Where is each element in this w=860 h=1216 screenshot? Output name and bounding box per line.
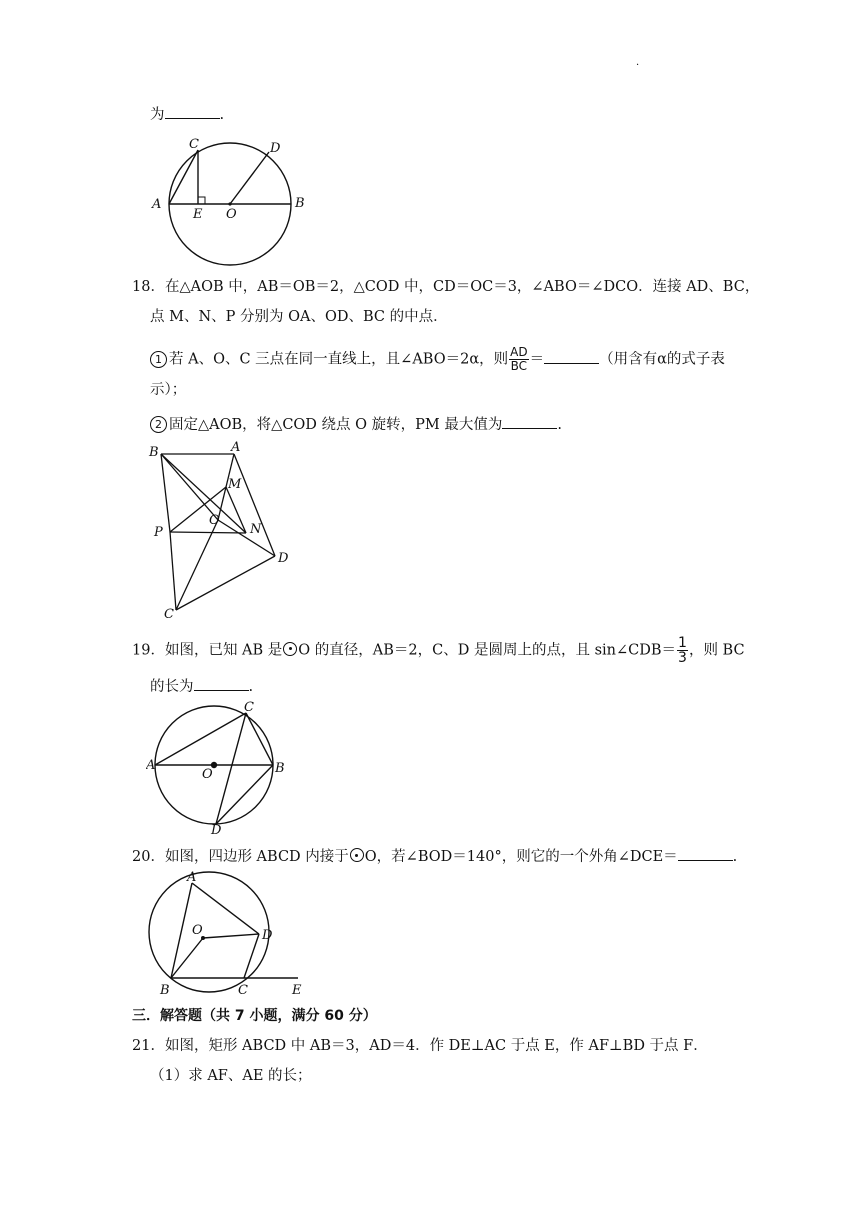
fig20-circle [149,872,269,992]
q18-part2-text: 固定△AOB，将△COD 绕点 O 旋转，PM 最大值为 [169,417,503,433]
fig17-center-dot [228,202,231,205]
q18-part1-tail: （用含有α的式子表 [599,351,725,368]
q18-part2-number: 2 [150,416,167,433]
q18-frac-den: BC [510,359,528,373]
fig18-OC [176,520,218,610]
fig20-AB [171,883,192,978]
q19-line2-text: 的长为 [150,679,194,695]
fig17-label-B: B [295,196,305,211]
q18-part1-answer-blank[interactable] [544,349,599,364]
figure-18 [146,440,296,620]
fig17-chord-AC [169,150,198,204]
fig18-label-N: N [250,522,262,537]
fig18-PN [170,532,246,533]
fig18-label-M: M [228,477,242,492]
q18-part1-eq: ＝ [529,351,545,368]
q19-line1-c: ，则 BC [688,642,745,659]
q19-line2 [150,676,253,697]
fig20-OD [203,934,259,938]
fig20-DC [244,934,259,978]
fig18-label-O: O [209,513,220,528]
fig18-label-B: B [149,445,159,460]
fig19-AC [155,713,246,765]
fig18-MN [226,487,246,533]
q18-line1: 18．在△AOB 中，AB＝OB＝2，△COD 中，CD＝OC＝3，∠ABO＝∠DCO．连接 AD、BC， [132,279,760,295]
fig18-PC [170,532,176,610]
fig20-label-A: A [187,870,197,885]
q17-answer-blank[interactable] [165,104,220,119]
q18-fraction [509,346,528,373]
fig18-BN [161,454,246,533]
fig17-label-C: C [189,137,199,152]
fig17-label-D: D [270,141,281,156]
fig20-label-O: O [192,923,203,938]
q19-line1-b: O 的直径，AB＝2，C、D 是圆周上的点，且 sin∠CDB＝ [298,642,677,659]
fig17-label-A: A [152,197,162,212]
q21-part1: （1）求 AF、AE 的长； [150,1068,312,1084]
fig20-label-E: E [292,983,302,998]
fig19-label-B: B [275,761,285,776]
fig19-label-C: C [244,700,254,715]
fig19-label-O: O [202,767,213,782]
fig18-BO [161,454,218,520]
q19-tail: . [248,679,254,695]
q18-part1 [150,346,725,373]
fig19-CB [246,713,273,765]
q19-answer-blank[interactable] [194,676,249,691]
q21-line1: 21．如图，矩形 ABCD 中 AB＝3，AD＝4．作 DE⊥AC 于点 E，作 AF⊥BD 于点 F． [132,1038,708,1054]
q18-part1-text: 若 A、O、C 三点在同一直线上，且∠ABO＝2α，则 [169,351,509,368]
fig17-label-E: E [193,207,203,222]
fig19-label-A: A [146,758,156,773]
fig18-label-P: P [154,525,163,540]
q19-fraction [677,636,688,665]
q19-line1-a: 19．如图，已知 AB 是 [132,642,283,659]
q20-text-a: 20．如图，四边形 ABCD 内接于 [132,849,349,865]
fig17-right-angle-mark [198,197,205,204]
q18-frac-num: AD [510,345,528,359]
q18-part1-number: 1 [150,351,167,368]
fig19-CD [216,713,246,824]
q20-tail: . [732,849,738,865]
q18-part2-tail: . [557,417,562,433]
fig18-OD [218,520,275,556]
section-3-heading: 三．解答题（共 7 小题，满分 60 分） [132,1008,377,1024]
fig18-label-C: C [164,607,174,620]
circle-dot-icon [350,848,364,862]
fig18-label-D: D [278,551,289,566]
fig18-CD [176,556,275,610]
q20-answer-blank[interactable] [678,846,733,861]
fig18-label-A: A [231,440,241,455]
header-mark: · [636,60,640,71]
figure-20 [146,870,312,998]
fig20-label-D: D [262,928,273,943]
q19-line1 [132,636,745,665]
fig19-label-D: D [211,823,222,836]
q18-part1-line2: 示）； [150,382,187,398]
fig20-label-C: C [238,983,248,998]
q17-prefix: 为 [150,107,165,123]
q19-frac-num: 1 [678,635,687,651]
q19-frac-den: 3 [678,650,687,666]
fig17-label-O: O [226,207,237,222]
fig20-label-B: B [160,983,170,998]
fig17-radius-OD [230,152,269,204]
circle-dot-icon [283,642,297,656]
fig18-AD [234,454,275,556]
q18-part2-answer-blank[interactable] [502,414,557,429]
q20-text-b: O，若∠BOD＝140°，则它的一个外角∠DCE＝ [364,849,678,865]
q17-continuation [150,104,224,125]
q18-line2: 点 M、N、P 分别为 OA、OD、BC 的中点． [150,309,448,325]
figure-19 [146,700,291,836]
fig18-BP [161,454,170,532]
q17-tail: . [219,107,225,123]
q18-part2 [150,414,562,435]
q20-line [132,846,737,867]
figure-17 [148,134,308,270]
